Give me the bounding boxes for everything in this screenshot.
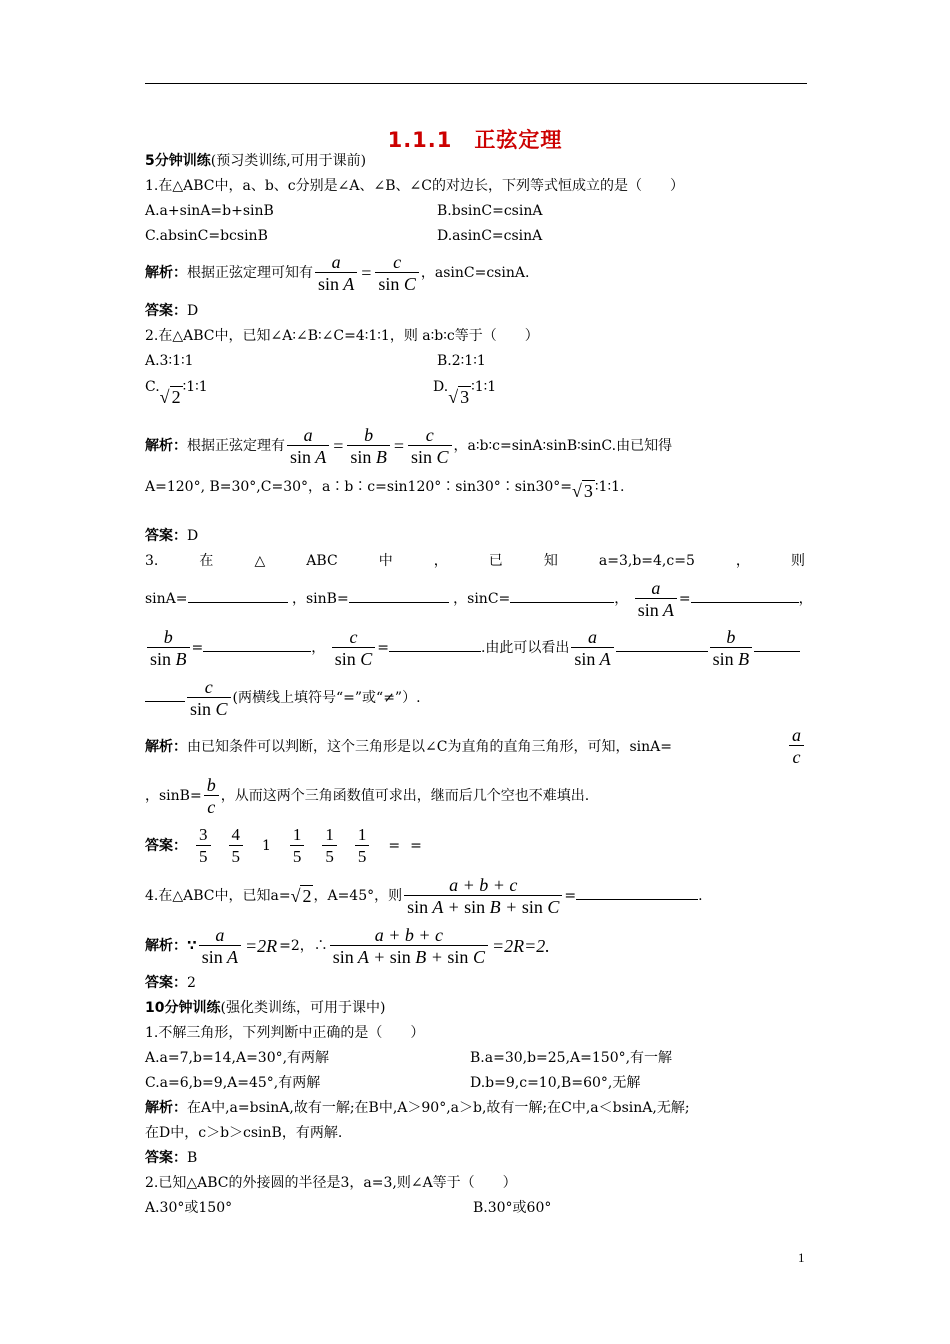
q1-answer-value: D — [187, 303, 199, 319]
answer-value: = — [410, 838, 422, 854]
formula-sum-over-sines: $\frac{a + b + c}{\text{sin A + sin B + sin C}}$ — [404, 875, 562, 917]
q1-option-c: C.absinC=bcsinB — [145, 228, 268, 244]
sqrt-radicand: 2 — [171, 387, 181, 407]
because-symbol: ∵ — [187, 938, 197, 954]
q2-option-d — [433, 378, 497, 407]
fill-blank[interactable] — [188, 590, 288, 603]
formula-b-over-sinB: $\frac{b}{\text{sin B}}$ — [147, 627, 190, 669]
formula-b-over-sinB: $\frac{b}{\text{sin B}}$ — [710, 627, 753, 669]
formula-a-over-c: $\frac{a}{c}$ — [787, 725, 806, 767]
formula-a-over-sinA: $\frac{a}{\text{sin A}}$ — [287, 425, 329, 467]
answer-frac: $\frac{1}{5}$ — [290, 825, 305, 867]
section-1-title: 5分钟训练 — [145, 153, 211, 169]
q3-analysis-line2-tail: ，从而这两个三角函数值可求出，继而后几个空也不难填出. — [220, 788, 590, 804]
answer-value: 1 — [262, 838, 271, 854]
equals-sign: = — [564, 888, 577, 904]
p1-stem: 1.不解三角形，下列判断中正确的是（ ） — [145, 1025, 425, 1041]
q3-stem-part: 已 — [488, 553, 503, 569]
section-2-title: 10分钟训练 — [145, 1000, 221, 1016]
q3-mid-text: .由此可以看出 — [480, 640, 570, 656]
equals-sign: = — [191, 640, 204, 656]
sqrt-3: √ 3 — [572, 481, 593, 501]
q3-line2 — [145, 578, 813, 620]
answer-frac: $\frac{4}{5}$ — [229, 825, 244, 867]
answer-value: = — [388, 838, 401, 854]
q2-answer — [145, 527, 198, 545]
p1-option-c: C.a=6,b=9,A=45°,有两解 — [145, 1075, 321, 1091]
q2-analysis: 解析：根据正弦定理有 $\frac{a}{\text{sin A}}$ = $\frac{b}{\text{sin B}}$ = $\frac{c}{\text{sin C}}$ ，a∶b∶c=sinA∶sinB∶sinC.由已知得 — [145, 425, 673, 467]
formula-2R-result: =2R=2. — [491, 936, 550, 956]
p2-option-b: B.30°或60° — [473, 1200, 552, 1216]
page-number: 1 — [798, 1250, 805, 1265]
q1-analysis — [145, 252, 529, 294]
q2-option-a: A.3∶1∶1 — [145, 353, 194, 369]
fill-blank[interactable] — [616, 639, 708, 652]
section-1-heading — [145, 152, 366, 170]
q2-analysis-line2-tail: ∶1∶1. — [594, 479, 625, 495]
formula-sum-over-sines: $\frac{a + b + c}{\text{sin A + sin B + sin C}}$ — [330, 925, 488, 967]
p1-analysis-text: 在A中,a=bsinA,故有一解;在B中,A＞90°,a＞b,故有一解;在C中,a＜bsinA,无解; — [187, 1100, 690, 1116]
analysis-label: 解析： — [145, 265, 187, 281]
q3-line3 — [145, 627, 800, 669]
formula-a-over-sinA: $\frac{a}{\text{sin A}}$ — [571, 627, 613, 669]
analysis-label: 解析： — [145, 739, 187, 755]
q3-stem-part: 中 — [378, 553, 393, 569]
q3-analysis-line2 — [145, 775, 589, 817]
q1-analysis-tail: ，asinC=csinA. — [420, 265, 530, 281]
formula-2R: =2R — [244, 936, 278, 956]
sqrt-3: √ 3 — [448, 387, 470, 407]
q1-option-d: D.asinC=csinA — [437, 228, 543, 244]
fill-blank[interactable] — [203, 639, 311, 652]
fill-blank[interactable] — [510, 590, 614, 603]
page-title: 1.1.1 正弦定理 — [387, 128, 563, 152]
q2-stem: 2.在△ABC中，已知∠A∶∠B∶∠C=4∶1∶1，则 a∶b∶c等于（ ） — [145, 328, 539, 344]
q2-option-c-ratio: ∶1∶1 — [182, 379, 208, 395]
fill-blank[interactable] — [349, 590, 449, 603]
q4-stem: 4.在△ABC中，已知a=√ 2 ，A=45°，则 $\frac{a + b + c}{\text{sin A + sin B + sin C}}$ = . — [145, 875, 703, 917]
answer-frac: $\frac{3}{5}$ — [196, 825, 211, 867]
q3-stem-part: 知 — [543, 553, 558, 569]
header-rule — [145, 83, 807, 84]
answer-label: 答案： — [145, 1150, 187, 1166]
formula-a-over-sinA: $\frac{a}{\text{sin A}}$ — [315, 252, 357, 294]
fill-blank[interactable] — [389, 639, 481, 652]
formula-c-over-sinC: $\frac{c}{\text{sin C}}$ — [332, 627, 376, 669]
equals-sign: = — [678, 591, 691, 607]
answer-label: 答案： — [145, 528, 187, 544]
equals-sign: = — [361, 263, 372, 283]
q1-option-a: A.a+sinA=b+sinB — [145, 203, 274, 219]
q2-analysis-text: 根据正弦定理有 — [187, 438, 285, 454]
fill-blank[interactable] — [754, 639, 800, 652]
fill-blank[interactable] — [691, 590, 799, 603]
q3-stem-part: ， — [735, 553, 750, 569]
answer-frac: $\frac{1}{5}$ — [322, 825, 337, 867]
q4-stem-mid: ，A=45°，则 — [313, 888, 403, 904]
answer-frac: $\frac{1}{5}$ — [355, 825, 370, 867]
q3-stem-part: 则 — [790, 553, 805, 569]
formula-c-over-sinC: $\frac{c}{\text{sin C}}$ — [408, 425, 452, 467]
q3-analysis-line2-text: ，sinB= — [145, 788, 202, 804]
q2-option-d-ratio: ∶1∶1 — [471, 379, 497, 395]
p1-analysis — [145, 1099, 690, 1117]
q3-stem-part: a=3,b=4,c=5 — [598, 553, 695, 569]
q3-analysis — [145, 738, 672, 756]
q3-stem — [145, 552, 805, 570]
sqrt-radicand: 3 — [460, 387, 470, 407]
q2-analysis-tail: ，a∶b∶c=sinA∶sinB∶sinC.由已知得 — [453, 438, 673, 454]
analysis-label: 解析： — [145, 438, 187, 454]
q2-option-c-label: C. — [145, 379, 160, 395]
q3-sinB-label: ，sinB= — [291, 591, 349, 607]
formula-b-over-c: $\frac{b}{c}$ — [204, 775, 219, 817]
q4-analysis-mid: =2，∴ — [279, 938, 328, 954]
formula-b-over-sinB: $\frac{b}{\text{sin B}}$ — [347, 425, 390, 467]
comma: ， — [311, 640, 326, 656]
p2-stem: 2.已知△ABC的外接圆的半径是3，a=3,则∠A等于（ ） — [145, 1175, 517, 1191]
fill-blank[interactable] — [145, 689, 185, 702]
equals-sign: = — [377, 640, 389, 656]
q2-analysis-line2 — [145, 478, 625, 501]
q2-answer-value: D — [187, 528, 199, 544]
p1-option-a: A.a=7,b=14,A=30°,有两解 — [145, 1050, 330, 1066]
answer-label: 答案： — [145, 975, 187, 991]
q2-option-b: B.2∶1∶1 — [437, 353, 486, 369]
formula-a-over-sinA: $\frac{a}{\text{sin A}}$ — [199, 925, 241, 967]
p2-option-a: A.30°或150° — [145, 1200, 233, 1216]
q3-stem-part: 3. — [145, 553, 159, 569]
section-1-subtitle: (预习类训练,可用于课前) — [210, 153, 367, 169]
q3-stem-part: ， — [433, 553, 448, 569]
p1-analysis-line2: 在D中，c＞b＞csinB，有两解. — [145, 1125, 343, 1141]
q1-analysis-text: 根据正弦定理可知有 — [187, 265, 313, 281]
q3-answer — [145, 825, 422, 867]
q3-analysis-text: 由已知条件可以判断，这个三角形是以∠C为直角的直角三角形，可知，sinA= — [187, 739, 672, 755]
q3-stem-part: 在 — [199, 553, 214, 569]
q3-sinC-label: ，sinC= — [453, 591, 511, 607]
p1-answer-value: B — [187, 1150, 198, 1166]
q3-sinA-label: sinA= — [145, 591, 188, 607]
formula-a-over-sinA: $\frac{a}{\text{sin A}}$ — [635, 578, 677, 620]
p1-answer — [145, 1149, 197, 1167]
comma: ， — [614, 591, 629, 607]
formula-c-over-sinC: $\frac{c}{\text{sin C}}$ — [375, 252, 419, 294]
q3-stem-part: △ — [254, 553, 266, 569]
sqrt-2: √ 2 — [159, 387, 181, 407]
q1-option-b: B.bsinC=csinA — [437, 203, 543, 219]
answer-label: 答案： — [145, 303, 187, 319]
q2-option-d-label: D. — [433, 379, 449, 395]
q4-analysis — [145, 925, 552, 967]
q4-answer — [145, 974, 196, 992]
comma: ， — [798, 591, 813, 607]
q3-tail-text: (两横线上填符号“=”或“≠”）. — [232, 690, 421, 706]
analysis-label: 解析： — [145, 938, 187, 954]
analysis-label: 解析： — [145, 1100, 187, 1116]
q3-line4 — [145, 677, 421, 719]
answer-label: 答案： — [145, 838, 187, 854]
q4-answer-value: 2 — [187, 975, 196, 991]
section-2-subtitle: (强化类训练，可用于课中) — [220, 1000, 386, 1016]
q2-option-c — [145, 378, 208, 407]
fill-blank[interactable] — [576, 887, 698, 900]
q4-stem-text: 4.在△ABC中，已知a= — [145, 888, 291, 904]
formula-c-over-sinC: $\frac{c}{\text{sin C}}$ — [187, 677, 231, 719]
q1-answer — [145, 302, 198, 320]
sqrt-radicand: 3 — [583, 481, 593, 501]
section-2-heading — [145, 999, 385, 1017]
q2-analysis-line2-text: A=120°, B=30°,C=30°，a∶b∶c=sin120°∶sin30°∶sin30°= — [145, 479, 572, 495]
p1-option-b: B.a=30,b=25,A=150°,有一解 — [470, 1050, 673, 1066]
q3-stem-part: ABC — [306, 553, 338, 569]
sqrt-radicand: 2 — [302, 886, 312, 906]
p1-option-d: D.b=9,c=10,B=60°,无解 — [470, 1075, 641, 1091]
sqrt-2: √ 2 — [290, 886, 312, 906]
q1-stem: 1.在△ABC中，a、b、c分别是∠A、∠B、∠C的对边长，下列等式恒成立的是（ ） — [145, 178, 684, 194]
